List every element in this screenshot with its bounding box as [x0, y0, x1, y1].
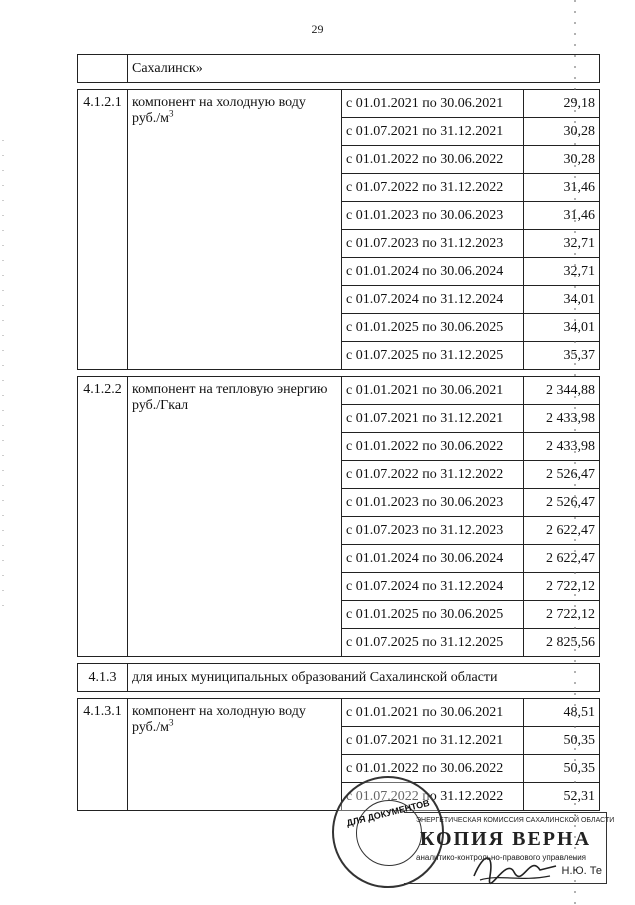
- item-description: [128, 699, 342, 811]
- handwritten-signature: [470, 846, 560, 886]
- stamp-signer-name: Н.Ю. Те: [561, 865, 602, 877]
- tariff-value-cell: 34,01: [524, 286, 600, 314]
- tariff-value-cell: 50,35: [524, 755, 600, 783]
- row-gap: [78, 692, 600, 699]
- tariff-value-cell: 50,35: [524, 727, 600, 755]
- continued-number-cell: [78, 55, 128, 83]
- stamp-title: КОПИЯ ВЕРНА: [420, 828, 592, 850]
- tariff-value-cell: 34,01: [524, 314, 600, 342]
- tariff-value-cell: 30,28: [524, 146, 600, 174]
- tariff-value-cell: 2 433,98: [524, 405, 600, 433]
- period-cell: с 01.01.2025 по 30.06.2025: [342, 314, 524, 342]
- tariff-table: [77, 54, 600, 811]
- tariff-value-cell: 2 722,12: [524, 601, 600, 629]
- table-row: [78, 90, 600, 118]
- period-cell: с 01.07.2021 по 31.12.2021: [342, 727, 524, 755]
- gap-cell: [78, 83, 600, 90]
- tariff-value-cell: 2 433,98: [524, 433, 600, 461]
- scan-edge-line-left: [2, 0, 4, 905]
- period-cell: с 01.07.2021 по 31.12.2021: [342, 118, 524, 146]
- tariff-value-cell: 2 526,47: [524, 489, 600, 517]
- section-row: [78, 664, 600, 692]
- seal-text: ДЛЯ ДОКУМЕНТОВ: [345, 797, 431, 829]
- period-cell: с 01.07.2024 по 31.12.2024: [342, 573, 524, 601]
- page-number: 29: [311, 22, 324, 36]
- item-description: [128, 377, 342, 657]
- stamp-department: аналитико-контрольно-правового управления: [416, 853, 586, 862]
- description-text: компонент на холодную воду руб./м: [132, 95, 306, 126]
- item-number: 4.1.2.1: [78, 90, 128, 370]
- period-cell: с 01.07.2025 по 31.12.2025: [342, 629, 524, 657]
- gap-cell: [78, 370, 600, 377]
- item-description: [128, 90, 342, 370]
- section-number: 4.1.3: [78, 664, 128, 692]
- period-cell: с 01.01.2024 по 30.06.2024: [342, 258, 524, 286]
- stamp-organization: ЭНЕРГЕТИЧЕСКАЯ КОМИССИЯ САХАЛИНСКОЙ ОБЛАСТИ: [416, 817, 615, 824]
- period-cell: с 01.07.2022 по 31.12.2022: [342, 783, 524, 811]
- row-gap: [78, 657, 600, 664]
- period-cell: с 01.07.2021 по 31.12.2021: [342, 405, 524, 433]
- table-row: [78, 699, 600, 727]
- scan-edge-line: [574, 0, 576, 905]
- description-text: компонент на холодную воду руб./м: [132, 704, 306, 735]
- tariff-value-cell: 2 344,88: [524, 377, 600, 405]
- description-text: компонент на тепловую энергию руб./Гкал: [132, 382, 328, 413]
- table-row: [78, 377, 600, 405]
- period-cell: с 01.01.2023 по 30.06.2023: [342, 489, 524, 517]
- tariff-value-cell: 35,37: [524, 342, 600, 370]
- tariff-value-cell: 29,18: [524, 90, 600, 118]
- period-cell: с 01.01.2022 по 30.06.2022: [342, 755, 524, 783]
- tariff-value-cell: 31,46: [524, 202, 600, 230]
- period-cell: с 01.07.2024 по 31.12.2024: [342, 286, 524, 314]
- tariff-value-cell: 2 622,47: [524, 545, 600, 573]
- row-gap: [78, 83, 600, 90]
- period-cell: с 01.01.2022 по 30.06.2022: [342, 146, 524, 174]
- period-cell: с 01.01.2022 по 30.06.2022: [342, 433, 524, 461]
- period-cell: с 01.07.2022 по 31.12.2022: [342, 461, 524, 489]
- period-cell: с 01.01.2021 по 30.06.2021: [342, 377, 524, 405]
- tariff-value-cell: 2 722,12: [524, 573, 600, 601]
- tariff-value-cell: 2 526,47: [524, 461, 600, 489]
- tariff-value-cell: 52,31: [524, 783, 600, 811]
- tariff-value-cell: 2 622,47: [524, 517, 600, 545]
- gap-cell: [78, 657, 600, 664]
- period-cell: с 01.01.2024 по 30.06.2024: [342, 545, 524, 573]
- gap-cell: [78, 692, 600, 699]
- tariff-value-cell: 32,71: [524, 230, 600, 258]
- period-cell: с 01.07.2022 по 31.12.2022: [342, 174, 524, 202]
- period-cell: с 01.01.2025 по 30.06.2025: [342, 601, 524, 629]
- tariff-value-cell: 31,46: [524, 174, 600, 202]
- tariff-value-cell: 48,51: [524, 699, 600, 727]
- item-number: 4.1.2.2: [78, 377, 128, 657]
- tariff-value-cell: 30,28: [524, 118, 600, 146]
- item-number: 4.1.3.1: [78, 699, 128, 811]
- period-cell: с 01.07.2025 по 31.12.2025: [342, 342, 524, 370]
- tariff-value-cell: 2 825,56: [524, 629, 600, 657]
- unit-superscript: 3: [169, 717, 174, 728]
- period-cell: с 01.07.2023 по 31.12.2023: [342, 517, 524, 545]
- row-gap: [78, 370, 600, 377]
- section-title: для иных муниципальных образований Сахалинской области: [128, 664, 600, 692]
- unit-superscript: 3: [169, 108, 174, 119]
- tariff-value-cell: 32,71: [524, 258, 600, 286]
- period-cell: с 01.01.2021 по 30.06.2021: [342, 90, 524, 118]
- period-cell: с 01.01.2021 по 30.06.2021: [342, 699, 524, 727]
- table-row: [78, 55, 600, 83]
- continued-text-cell: Сахалинск»: [128, 55, 600, 83]
- period-cell: с 01.07.2023 по 31.12.2023: [342, 230, 524, 258]
- period-cell: с 01.01.2023 по 30.06.2023: [342, 202, 524, 230]
